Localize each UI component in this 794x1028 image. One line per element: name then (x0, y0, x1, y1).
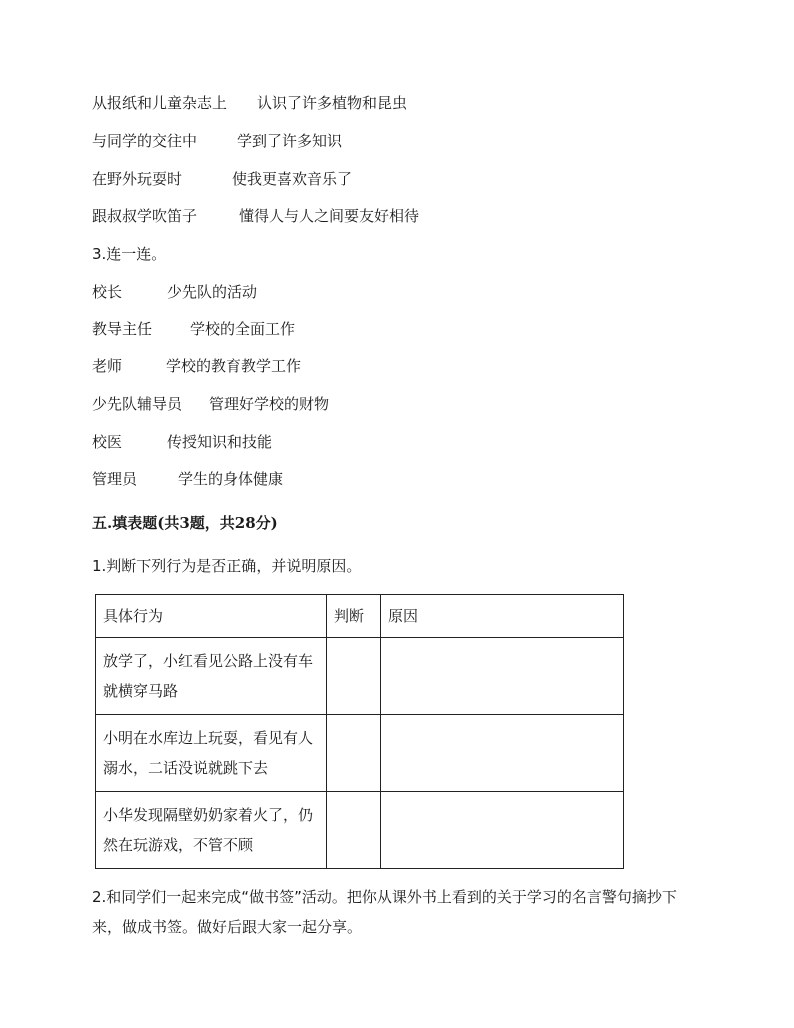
match-left: 少先队辅导员 (92, 395, 183, 413)
match-left: 从报纸和儿童杂志上 (92, 94, 228, 112)
match-left: 教导主任 (92, 320, 153, 338)
match-right: 学到了许多知识 (237, 132, 343, 150)
judgement-cell[interactable] (327, 715, 381, 792)
judgement-cell[interactable] (327, 638, 381, 715)
section-heading: 五.填表题(共3题，共28分) (92, 514, 278, 532)
table-header-row (96, 595, 624, 638)
question-title: 3.连一连。 (92, 245, 167, 263)
match-right: 少先队的活动 (167, 283, 258, 301)
reason-cell[interactable] (381, 715, 624, 792)
reason-cell[interactable] (381, 638, 624, 715)
match-left: 跟叔叔学吹笛子 (92, 207, 198, 225)
match-right: 学生的身体健康 (178, 470, 284, 488)
column-header-judgement: 判断 (327, 595, 381, 638)
question-prompt: 1.判断下列行为是否正确，并说明原因。 (92, 557, 362, 575)
table-row (96, 715, 624, 792)
behavior-cell: 小明在水库边上玩耍，看见有人溺水，二话没说就跳下去 (96, 715, 327, 792)
match-row (92, 169, 352, 189)
behavior-cell: 放学了，小红看见公路上没有车就横穿马路 (96, 638, 327, 715)
table-row (96, 792, 624, 869)
match-right: 学校的教育教学工作 (166, 357, 302, 375)
match-left: 老师 (92, 357, 123, 375)
match-row (92, 469, 283, 489)
column-header-reason: 原因 (381, 595, 624, 638)
judgement-cell[interactable] (327, 792, 381, 869)
match-row (92, 282, 257, 302)
match-row (92, 131, 342, 151)
match-right: 懂得人与人之间要友好相待 (239, 207, 420, 225)
behavior-cell: 小华发现隔壁奶奶家着火了，仍然在玩游戏，不管不顾 (96, 792, 327, 869)
column-header-behavior: 具体行为 (96, 595, 327, 638)
behavior-judgement-table (95, 594, 624, 869)
match-right: 认识了许多植物和昆虫 (257, 94, 408, 112)
match-right: 学校的全面工作 (190, 320, 296, 338)
match-row (92, 93, 407, 113)
match-left: 管理员 (92, 470, 138, 488)
match-row (92, 432, 272, 452)
match-row (92, 206, 419, 226)
match-row (92, 319, 295, 339)
match-left: 校医 (92, 433, 123, 451)
match-left: 校长 (92, 283, 123, 301)
table-row (96, 638, 624, 715)
match-left: 在野外玩耍时 (92, 170, 183, 188)
match-right: 使我更喜欢音乐了 (232, 170, 353, 188)
match-right: 传授知识和技能 (167, 433, 273, 451)
match-left: 与同学的交往中 (92, 132, 198, 150)
reason-cell[interactable] (381, 792, 624, 869)
question-prompt: 2.和同学们一起来完成“做书签”活动。把你从课外书上看到的关于学习的名言警句摘抄下来，做成书签。做好后跟大家一起分享。 (92, 888, 677, 936)
match-right: 管理好学校的财物 (209, 395, 330, 413)
match-row (92, 356, 301, 376)
match-row (92, 394, 329, 414)
